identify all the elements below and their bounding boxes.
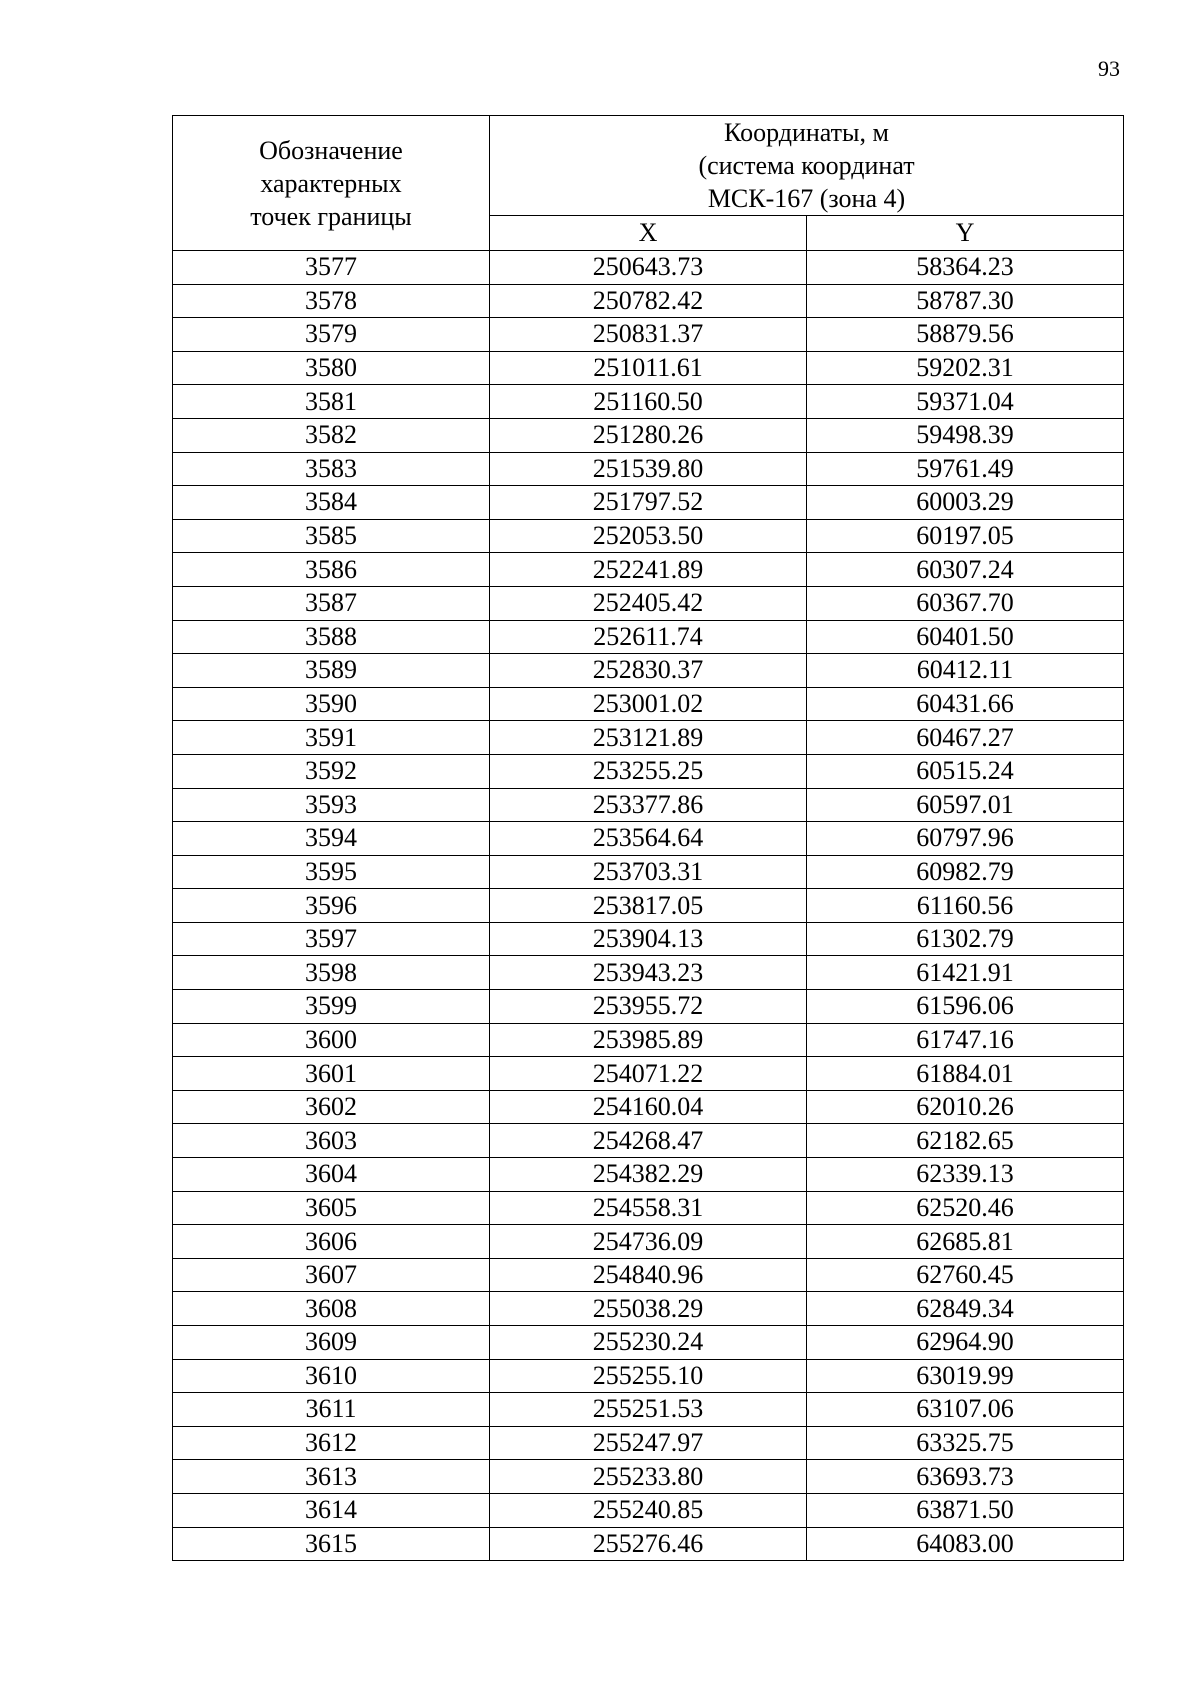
y-cell: 64083.00 <box>807 1527 1124 1561</box>
x-cell: 254071.22 <box>490 1057 807 1091</box>
point-cell: 3600 <box>173 1023 490 1057</box>
x-cell: 253703.31 <box>490 855 807 889</box>
x-cell: 253121.89 <box>490 721 807 755</box>
table-row <box>173 889 1124 923</box>
x-cell: 250831.37 <box>490 318 807 352</box>
point-cell: 3583 <box>173 452 490 486</box>
table-row <box>173 1057 1124 1091</box>
table-row <box>173 990 1124 1024</box>
point-cell: 3615 <box>173 1527 490 1561</box>
point-cell: 3588 <box>173 620 490 654</box>
x-cell: 252053.50 <box>490 519 807 553</box>
table-row <box>173 721 1124 755</box>
point-cell: 3586 <box>173 553 490 587</box>
point-cell: 3584 <box>173 486 490 520</box>
y-cell: 59498.39 <box>807 418 1124 452</box>
table-row <box>173 351 1124 385</box>
table-row <box>173 754 1124 788</box>
point-cell: 3585 <box>173 519 490 553</box>
header-coords-line-1: Координаты, м <box>724 118 889 147</box>
x-cell: 251011.61 <box>490 351 807 385</box>
table-row <box>173 284 1124 318</box>
y-cell: 63107.06 <box>807 1393 1124 1427</box>
table-header <box>173 116 1124 251</box>
table-row <box>173 1527 1124 1561</box>
table-row <box>173 855 1124 889</box>
y-cell: 63325.75 <box>807 1426 1124 1460</box>
y-cell: 59371.04 <box>807 385 1124 419</box>
x-cell: 253564.64 <box>490 822 807 856</box>
y-cell: 60307.24 <box>807 553 1124 587</box>
point-cell: 3608 <box>173 1292 490 1326</box>
point-cell: 3589 <box>173 654 490 688</box>
table-row <box>173 687 1124 721</box>
x-cell: 254840.96 <box>490 1258 807 1292</box>
table-row <box>173 1124 1124 1158</box>
x-cell: 254268.47 <box>490 1124 807 1158</box>
table-row <box>173 956 1124 990</box>
x-cell: 255038.29 <box>490 1292 807 1326</box>
y-cell: 59202.31 <box>807 351 1124 385</box>
table-row <box>173 1426 1124 1460</box>
table-row <box>173 1359 1124 1393</box>
x-cell: 253955.72 <box>490 990 807 1024</box>
x-cell: 251280.26 <box>490 418 807 452</box>
table-row <box>173 553 1124 587</box>
x-cell: 253943.23 <box>490 956 807 990</box>
point-cell: 3601 <box>173 1057 490 1091</box>
point-cell: 3593 <box>173 788 490 822</box>
point-cell: 3610 <box>173 1359 490 1393</box>
x-cell: 255230.24 <box>490 1326 807 1360</box>
point-cell: 3602 <box>173 1090 490 1124</box>
y-cell: 62849.34 <box>807 1292 1124 1326</box>
x-cell: 252830.37 <box>490 654 807 688</box>
point-cell: 3578 <box>173 284 490 318</box>
y-cell: 61302.79 <box>807 922 1124 956</box>
y-cell: 60367.70 <box>807 586 1124 620</box>
y-cell: 62685.81 <box>807 1225 1124 1259</box>
point-cell: 3587 <box>173 586 490 620</box>
point-cell: 3596 <box>173 889 490 923</box>
y-cell: 61421.91 <box>807 956 1124 990</box>
point-cell: 3605 <box>173 1191 490 1225</box>
y-cell: 60431.66 <box>807 687 1124 721</box>
y-cell: 63871.50 <box>807 1493 1124 1527</box>
table-row <box>173 318 1124 352</box>
point-cell: 3613 <box>173 1460 490 1494</box>
table-row <box>173 654 1124 688</box>
x-cell: 253255.25 <box>490 754 807 788</box>
x-cell: 254382.29 <box>490 1158 807 1192</box>
point-cell: 3604 <box>173 1158 490 1192</box>
table-body <box>173 251 1124 1561</box>
x-cell: 251160.50 <box>490 385 807 419</box>
point-cell: 3612 <box>173 1426 490 1460</box>
y-cell: 61884.01 <box>807 1057 1124 1091</box>
table-row <box>173 418 1124 452</box>
y-cell: 60515.24 <box>807 754 1124 788</box>
x-cell: 253904.13 <box>490 922 807 956</box>
header-coordinates <box>490 116 1124 216</box>
table-row <box>173 1191 1124 1225</box>
point-cell: 3611 <box>173 1393 490 1427</box>
header-point-line-1: Обозначение <box>259 135 403 165</box>
point-cell: 3599 <box>173 990 490 1024</box>
table-row <box>173 385 1124 419</box>
point-cell: 3580 <box>173 351 490 385</box>
y-cell: 58787.30 <box>807 284 1124 318</box>
y-cell: 60597.01 <box>807 788 1124 822</box>
header-x: X <box>490 216 807 251</box>
table-row <box>173 1090 1124 1124</box>
x-cell: 254736.09 <box>490 1225 807 1259</box>
point-cell: 3595 <box>173 855 490 889</box>
x-cell: 255247.97 <box>490 1426 807 1460</box>
header-y: Y <box>807 216 1124 251</box>
x-cell: 252611.74 <box>490 620 807 654</box>
x-cell: 254160.04 <box>490 1090 807 1124</box>
point-cell: 3609 <box>173 1326 490 1360</box>
header-coords-line-2: (система координат <box>698 151 915 180</box>
x-cell: 252241.89 <box>490 553 807 587</box>
point-cell: 3603 <box>173 1124 490 1158</box>
point-cell: 3594 <box>173 822 490 856</box>
x-cell: 255240.85 <box>490 1493 807 1527</box>
x-cell: 253001.02 <box>490 687 807 721</box>
header-coords-line-3: МСК-167 (зона 4) <box>707 184 906 213</box>
table-row <box>173 519 1124 553</box>
y-cell: 62010.26 <box>807 1090 1124 1124</box>
x-cell: 250643.73 <box>490 251 807 285</box>
point-cell: 3592 <box>173 754 490 788</box>
header-point-designation <box>173 116 490 251</box>
table-row <box>173 922 1124 956</box>
point-cell: 3577 <box>173 251 490 285</box>
y-cell: 60467.27 <box>807 721 1124 755</box>
point-cell: 3591 <box>173 721 490 755</box>
y-cell: 63019.99 <box>807 1359 1124 1393</box>
y-cell: 62520.46 <box>807 1191 1124 1225</box>
y-cell: 58879.56 <box>807 318 1124 352</box>
y-cell: 62760.45 <box>807 1258 1124 1292</box>
y-cell: 63693.73 <box>807 1460 1124 1494</box>
point-cell: 3590 <box>173 687 490 721</box>
table-row <box>173 1326 1124 1360</box>
header-point-line-2: характерных <box>260 168 402 198</box>
x-cell: 253817.05 <box>490 889 807 923</box>
x-cell: 255251.53 <box>490 1393 807 1427</box>
y-cell: 60982.79 <box>807 855 1124 889</box>
x-cell: 250782.42 <box>490 284 807 318</box>
x-cell: 252405.42 <box>490 586 807 620</box>
table-row <box>173 486 1124 520</box>
point-cell: 3607 <box>173 1258 490 1292</box>
table-row <box>173 1493 1124 1527</box>
table-row <box>173 1258 1124 1292</box>
y-cell: 60797.96 <box>807 822 1124 856</box>
x-cell: 251539.80 <box>490 452 807 486</box>
point-cell: 3581 <box>173 385 490 419</box>
x-cell: 255276.46 <box>490 1527 807 1561</box>
y-cell: 58364.23 <box>807 251 1124 285</box>
y-cell: 60401.50 <box>807 620 1124 654</box>
y-cell: 61160.56 <box>807 889 1124 923</box>
y-cell: 60197.05 <box>807 519 1124 553</box>
y-cell: 62964.90 <box>807 1326 1124 1360</box>
x-cell: 253377.86 <box>490 788 807 822</box>
y-cell: 61747.16 <box>807 1023 1124 1057</box>
point-cell: 3598 <box>173 956 490 990</box>
x-cell: 254558.31 <box>490 1191 807 1225</box>
y-cell: 61596.06 <box>807 990 1124 1024</box>
table-row <box>173 620 1124 654</box>
table-row <box>173 1292 1124 1326</box>
y-cell: 62182.65 <box>807 1124 1124 1158</box>
x-cell: 255255.10 <box>490 1359 807 1393</box>
header-point-line-3: точек границы <box>250 201 412 231</box>
coordinates-table <box>172 115 1124 1561</box>
point-cell: 3579 <box>173 318 490 352</box>
y-cell: 60003.29 <box>807 486 1124 520</box>
table-row <box>173 1460 1124 1494</box>
y-cell: 59761.49 <box>807 452 1124 486</box>
table-row <box>173 1393 1124 1427</box>
table-row <box>173 822 1124 856</box>
table-row <box>173 1023 1124 1057</box>
table-row <box>173 251 1124 285</box>
x-cell: 251797.52 <box>490 486 807 520</box>
page-number: 93 <box>1098 56 1120 81</box>
table-row <box>173 1225 1124 1259</box>
y-cell: 62339.13 <box>807 1158 1124 1192</box>
table-row <box>173 1158 1124 1192</box>
x-cell: 253985.89 <box>490 1023 807 1057</box>
point-cell: 3597 <box>173 922 490 956</box>
table-row <box>173 452 1124 486</box>
point-cell: 3606 <box>173 1225 490 1259</box>
point-cell: 3582 <box>173 418 490 452</box>
table-row <box>173 586 1124 620</box>
point-cell: 3614 <box>173 1493 490 1527</box>
y-cell: 60412.11 <box>807 654 1124 688</box>
x-cell: 255233.80 <box>490 1460 807 1494</box>
table-row <box>173 788 1124 822</box>
